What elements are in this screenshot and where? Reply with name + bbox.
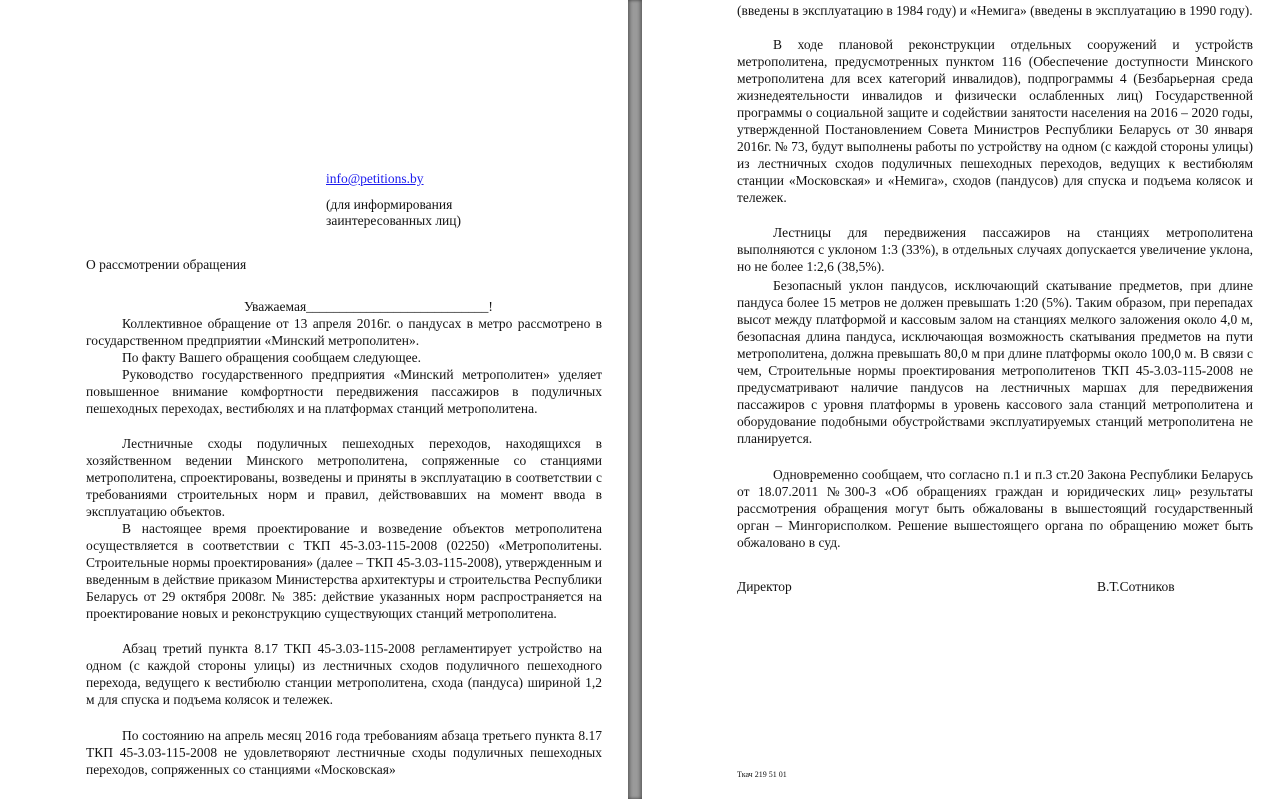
salutation: Уважаемая___________________________! — [244, 299, 493, 314]
letter-subject: О рассмотрении обращения — [86, 257, 247, 272]
left-paragraph-4: Лестничные сходы подуличных пешеходных переходов, находящихся в хозяйственном ведении Минского метрополитена, сопряженные со станциями метрополитена, спроектированы, возведены и приняты в эксплуатацию в соответствии с требованиями строительных норм и правил, действовавших на момент ввода в эксплуатацию объектов. — [86, 436, 602, 519]
signature-title: Директор — [737, 579, 792, 594]
left-paragraph-3: Руководство государственного предприятия «Минский метрополитен» уделяет повышенное внимание комфортности передвижения пассажиров в подуличных пешеходных переходах, вестибюлях и на платформах станций метрополитена. — [86, 367, 602, 416]
right-paragraph-5: Одновременно сообщаем, что согласно п.1 и п.3 ст.20 Закона Республики Беларусь от 18.07.2011 №300-З «Об обращениях граждан и юридических лиц» результаты рассмотрения обращения могут быть обжалованы в вышестоящий государственный орган – Мингорисполком. Решение вышестоящего органа по обращению может быть обжаловано в суд. — [737, 467, 1253, 550]
left-paragraph-1: Коллективное обращение от 13 апреля 2016г. о пандусах в метро рассмотрено в государственном предприятии «Минский метрополитен». — [86, 316, 602, 348]
recipient-note-line-1: (для информирования — [326, 197, 453, 212]
document-page-left — [0, 0, 628, 799]
email-link[interactable]: info@petitions.by — [326, 171, 424, 186]
left-paragraph-6: Абзац третий пункта 8.17 ТКП 45-3.03-115-2008 регламентирует устройство на одном (с каждой стороны улицы) из лестничных сходов подуличного пешеходного перехода, ведущего к вестибюлю станции метрополитена, схода (пандуса) шириной 1,2 м для спуска и подъема колясок и тележек. — [86, 641, 602, 707]
right-paragraph-3: Лестницы для передвижения пассажиров на станциях метрополитена выполняются с уклоном 1:3 (33%), в отдельных случаях допускается увеличение уклона, но не более 1:2,6 (38,5%). — [737, 225, 1253, 274]
document-page-right — [642, 0, 1280, 799]
recipient-note-line-2: заинтересованных лиц) — [326, 213, 461, 228]
right-paragraph-2: В ходе плановой реконструкции отдельных сооружений и устройств метрополитена, предусмотренных пунктом 116 (Обеспечение доступности Минского метрополитена для всех категорий инвалидов), подпрограммы 4 (Безбарьерная среда жизнедеятельности инвалидов и физически ослабленных лиц) Государственной программы о социальной защите и содействии занятости населения на 2016 – 2020 годы, утвержденной Постановлением Совета Министров Республики Беларусь от 30 января 2016г. № 73, будут выполнены работы по устройству на одном (с каждой стороны улицы) из лестничных сходов подуличных пешеходных переходов, ведущих к вестибюлям станции «Московская» и «Немига», сходов (пандусов) для спуска и подъема колясок и тележек. — [737, 37, 1253, 205]
left-paragraph-5: В настоящее время проектирование и возведение объектов метрополитена осуществляется в соответствии с ТКП 45-3.03-115-2008 (02250) «Метрополитены. Строительные нормы проектирования» (далее – ТКП 45-3.03-115-2008), утвержденным и введенным в действие приказом Министерства архитектуры и строительства Республики Беларусь от 29 октября 2008г. № 385: действие указанных норм распространяется на проектирование новых и реконструкцию существующих станций метрополитена. — [86, 521, 602, 621]
signature-name: В.Т.Сотников — [1097, 579, 1175, 594]
page-separator — [628, 0, 642, 799]
right-paragraph-1: (введены в эксплуатацию в 1984 году) и «Немига» (введены в эксплуатацию в 1990 году). — [737, 3, 1253, 18]
footer-note: Ткач 219 51 01 — [737, 770, 787, 779]
left-paragraph-2: По факту Вашего обращения сообщаем следующее. — [122, 350, 421, 365]
left-paragraph-7: По состоянию на апрель месяц 2016 года требованиям абзаца третьего пункта 8.17 ТКП 45-3.03-115-2008 не удовлетворяют лестничные сходы подуличных пешеходных переходов, сопряженных со станциями «Московская» — [86, 728, 602, 777]
right-paragraph-4: Безопасный уклон пандусов, исключающий скатывание предметов, при длине пандуса более 15 метров не должен превышать 1:20 (5%). Таким образом, при перепадах высот между платформой и кассовым залом на станциях мелкого заложения около 4,0 м, безопасная длина пандуса, исключающая возможность скатывания предметов на пути метрополитена, должна превышать 80,0 м при длине платформы около 100,0 м. В связи с чем, Строительные нормы проектирования метрополитенов ТКП 45-3.03-115-2008 не предусматривают наличие пандусов на лестничных маршах для передвижения пассажиров с уровня платформы в уровень кассового зала станций метрополитена и оборудование подобными обустройствами эксплуатируемых станций метрополитена не планируется. — [737, 278, 1253, 446]
